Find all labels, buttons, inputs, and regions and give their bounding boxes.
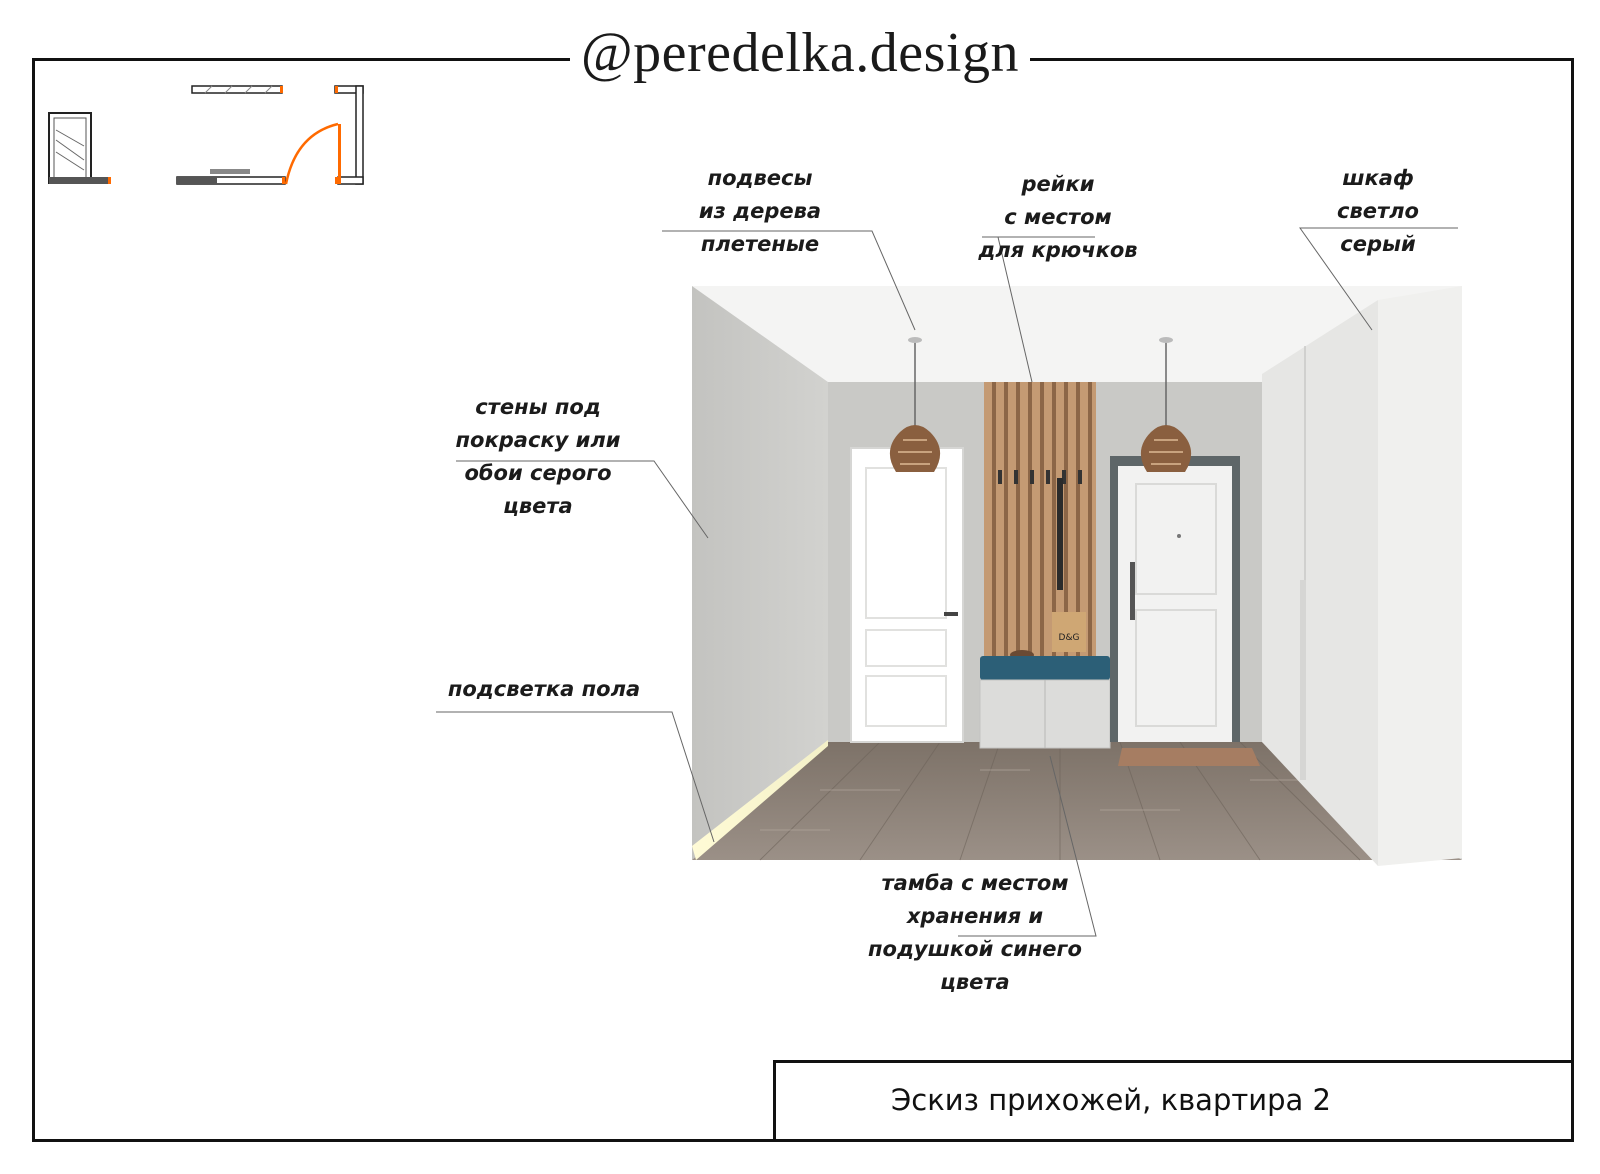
room-scene	[692, 286, 1462, 866]
bag-logo: D&G	[1058, 633, 1080, 643]
label-floor-light: подсветка пола	[447, 677, 641, 701]
title-block	[773, 1060, 1574, 1142]
bench-cushion	[980, 656, 1110, 680]
label-walls: стены под покраску или обои серого цвета	[455, 395, 621, 518]
label-pendants: подвесы из дерева плетеные	[698, 166, 822, 256]
door-mat	[1118, 748, 1260, 766]
shopping-bag	[1052, 612, 1086, 652]
sheet-title: Эскиз прихожей, квартира 2	[891, 1083, 1331, 1117]
label-slats: рейки с местом для крючков	[978, 172, 1138, 262]
label-wardrobe: шкаф светло серый	[1337, 166, 1419, 256]
brand-logo-text: @peredelka.design	[570, 18, 1030, 88]
floor-plan-fragment	[49, 86, 363, 184]
label-bench: тамба с местом хранения и подушкой синего цвета	[868, 871, 1082, 994]
